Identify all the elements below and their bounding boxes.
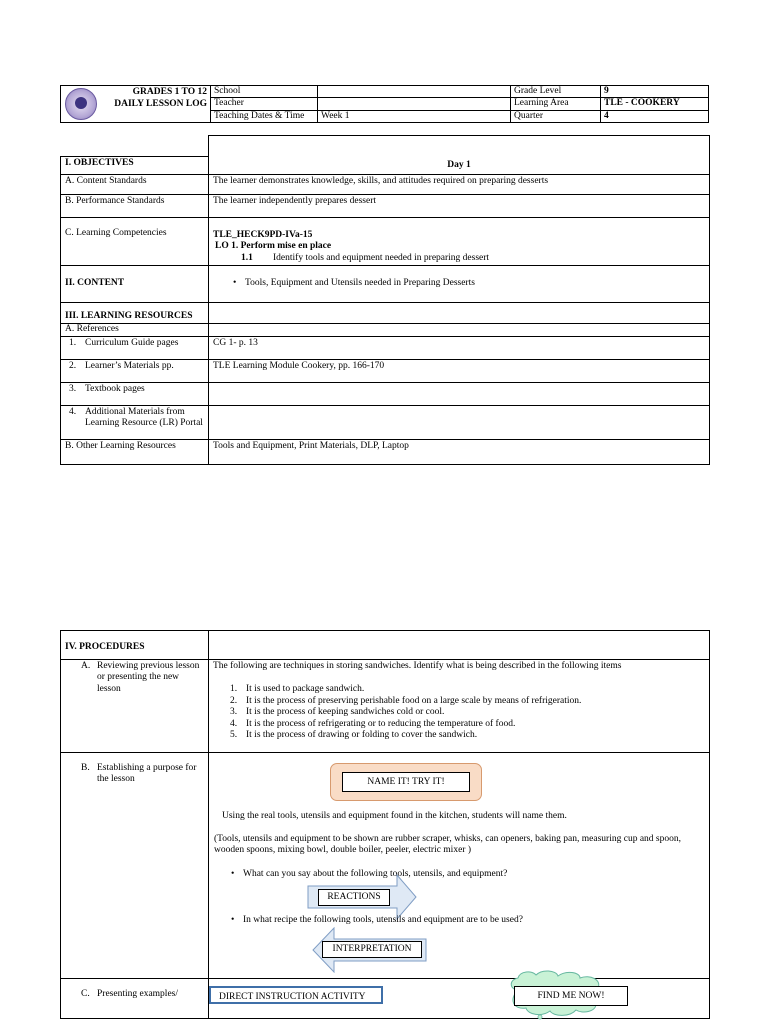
interpretation-label: INTERPRETATION: [322, 941, 422, 958]
learning-resources-blank: [209, 303, 710, 324]
add-label: Additional Materials from Learning Resource (LR) Portal: [85, 406, 203, 428]
procedures-heading: IV. PROCEDURES: [61, 631, 209, 660]
content-standards-label: A. Content Standards: [61, 175, 209, 195]
performance-standards-value: The learner independently prepares dessert: [209, 195, 710, 218]
grade-value: 9: [601, 86, 709, 98]
textbook-label: [61, 382, 209, 405]
header-logo-cell: [61, 86, 211, 123]
procedure-a-list: [213, 684, 705, 741]
content-list: [209, 266, 710, 303]
procedure-b-text2: (Tools, utensils and equipment to be shown are rubber scraper, whisks, can openers, baking pan, measuring cup and spoon, wooden spoons, mixing bowl, double boiler, peeler, electric mixer ): [214, 834, 681, 856]
procedure-a-text: Reviewing previous lesson or presenting the new lesson: [97, 661, 200, 694]
procedure-a-intro: The following are techniques in storing sandwiches. Identify what is being described in the following items: [213, 661, 622, 671]
direct-instruction-box: DIRECT INSTRUCTION ACTIVITY: [209, 986, 383, 1004]
procedure-b-question1: • What can you say about the following tools, utensils, and equipment?: [211, 869, 507, 880]
lm-num: 2.: [69, 360, 77, 371]
list-item: 1. It is used to package sandwich.: [230, 684, 365, 695]
competency-num: 1.1: [241, 252, 253, 263]
tb-label: Textbook pages: [85, 383, 145, 394]
blank-cell: [61, 136, 209, 157]
objectives-table: [60, 135, 710, 465]
list-item: 4. It is the process of refrigerating or to reducing the temperature of food.: [230, 718, 516, 729]
procedure-c-label: [61, 979, 209, 1019]
teacher-value: [318, 98, 511, 110]
list-item: 5. It is the process of drawing or folding to cover the sandwich.: [230, 729, 478, 740]
reactions-label: REACTIONS: [318, 889, 390, 906]
name-it-try-it-label: NAME IT! TRY IT!: [342, 772, 470, 792]
textbook-value: [209, 382, 710, 405]
procedure-a-content: [209, 660, 710, 753]
learning-competencies-label: C. Learning Competencies: [61, 218, 209, 266]
learning-competencies-value: [209, 218, 710, 266]
content-standards-value: The learner demonstrates knowledge, skills, and attitudes required on preparing desserts: [209, 175, 710, 195]
area-label: Learning Area: [511, 98, 601, 110]
grade-label: Grade Level: [511, 86, 601, 98]
deped-seal-icon: [65, 88, 97, 120]
competency-text: Identify tools and equipment needed in preparing dessert: [273, 252, 490, 263]
procedures-blank: [209, 631, 710, 660]
dates-label: Teaching Dates & Time: [211, 110, 318, 122]
header-table: [60, 85, 709, 123]
cg-label: Curriculum Guide pages: [85, 337, 179, 348]
procedure-a-num: A.: [81, 661, 91, 671]
references-label: A. References: [61, 324, 209, 336]
procedure-c-text: Presenting examples/: [97, 989, 178, 999]
name-it-try-it-box: [330, 763, 482, 801]
additional-materials-value: [209, 405, 710, 439]
procedure-b-num: B.: [81, 763, 90, 773]
quarter-label: Quarter: [511, 110, 601, 122]
additional-materials-label: [61, 405, 209, 439]
objectives-heading: I. OBJECTIVES: [61, 157, 209, 175]
procedure-c-num: C.: [81, 989, 90, 999]
learners-materials-label: [61, 359, 209, 382]
competency-lo: LO 1. Perform mise en place: [215, 241, 332, 252]
performance-standards-label: B. Performance Standards: [61, 195, 209, 218]
dll-title-line2: DAILY LESSON LOG: [114, 99, 207, 109]
procedure-b-text1: Using the real tools, utensils and equipment found in the kitchen, students will name them.: [222, 811, 567, 821]
school-value: [318, 86, 511, 98]
list-item: 3. It is the process of keeping sandwiches cold or cool.: [230, 707, 445, 718]
dates-value: Week 1: [318, 110, 511, 122]
competency-code: TLE_HECK9PD-IVa-15: [213, 230, 313, 240]
curriculum-guide-value: CG 1- p. 13: [209, 336, 710, 359]
other-resources-label: B. Other Learning Resources: [61, 439, 209, 464]
procedure-b-question2: • In what recipe the following tools, utensils and equipment are to be used?: [211, 915, 523, 926]
procedure-b-label: [61, 753, 209, 979]
content-heading: II. CONTENT: [61, 266, 209, 303]
procedure-a-label: [61, 660, 209, 753]
find-me-now-box: FIND ME NOW!: [514, 986, 628, 1006]
other-resources-value: Tools and Equipment, Print Materials, DLP, Laptop: [209, 439, 710, 464]
procedure-b-text: Establishing a purpose for the lesson: [97, 763, 197, 785]
list-item: 2. It is the process of preserving perishable food on a large scale by means of refrigeration.: [230, 695, 582, 706]
dll-title-line1: GRADES 1 TO 12: [132, 87, 207, 97]
learning-resources-heading: III. LEARNING RESOURCES: [61, 303, 209, 324]
add-num: 4.: [69, 406, 77, 417]
teacher-label: Teacher: [211, 98, 318, 110]
competency-item: [213, 253, 705, 264]
curriculum-guide-label: [61, 336, 209, 359]
tb-num: 3.: [69, 383, 77, 394]
lm-label: Learner’s Materials pp.: [85, 360, 174, 371]
area-value: TLE - COOKERY: [601, 98, 709, 110]
day-heading: Day 1: [209, 136, 710, 175]
learners-materials-value: TLE Learning Module Cookery, pp. 166-170: [209, 359, 710, 382]
references-blank: [209, 324, 710, 336]
quarter-value: 4: [601, 110, 709, 122]
cg-num: 1.: [69, 337, 77, 348]
content-bullet: • Tools, Equipment and Utensils needed in Preparing Desserts: [213, 278, 705, 289]
school-label: School: [211, 86, 318, 98]
